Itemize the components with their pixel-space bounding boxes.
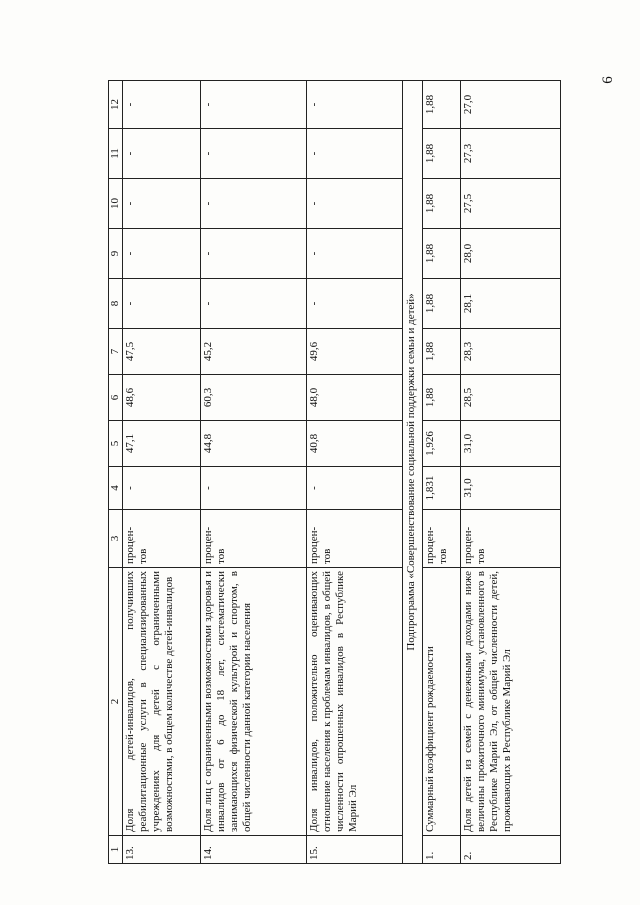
value-cell: - bbox=[307, 467, 403, 510]
value-cell: - bbox=[201, 81, 307, 129]
value-cell: 1,88 bbox=[423, 329, 461, 375]
value-cell: 1,926 bbox=[423, 421, 461, 467]
col-header: 10 bbox=[109, 179, 123, 229]
value-cell: 60,3 bbox=[201, 375, 307, 421]
value-cell: 48,0 bbox=[307, 375, 403, 421]
page-number: 6 bbox=[600, 76, 616, 84]
unit: процен-тов bbox=[307, 510, 403, 568]
table-row bbox=[201, 81, 307, 864]
indicator-name: Доля детей из семей с денежными доходами ниже величины прожиточного минимума, установленного в Республике Марий Эл, от общей численности детей, проживающих в Республике Марий Эл bbox=[461, 568, 561, 836]
header-row bbox=[109, 81, 123, 864]
value-cell: - bbox=[123, 81, 201, 129]
table-row bbox=[461, 81, 561, 864]
value-cell: 28,5 bbox=[461, 375, 561, 421]
value-cell: 1,88 bbox=[423, 179, 461, 229]
indicator-name: Доля детей-инвалидов, получивших реабилитационные услуги в специализированных учреждениях для детей с ограниченными возможностями, в общем количестве детей-инвалидов bbox=[123, 568, 201, 836]
col-header: 8 bbox=[109, 279, 123, 329]
value-cell: 31,0 bbox=[461, 421, 561, 467]
subprogram-title: Подпрограмма «Совершенствование социальной поддержки семьи и детей» bbox=[403, 81, 423, 864]
row-number: 13. bbox=[123, 836, 201, 864]
value-cell: - bbox=[201, 229, 307, 279]
value-cell: - bbox=[307, 129, 403, 179]
value-cell: - bbox=[201, 279, 307, 329]
value-cell: 49,6 bbox=[307, 329, 403, 375]
value-cell: 1,88 bbox=[423, 375, 461, 421]
unit: процен-тов bbox=[461, 510, 561, 568]
value-cell: - bbox=[307, 81, 403, 129]
value-cell: 47,5 bbox=[123, 329, 201, 375]
unit: процен-тов bbox=[123, 510, 201, 568]
value-cell: - bbox=[307, 179, 403, 229]
col-header: 12 bbox=[109, 81, 123, 129]
value-cell: 45,2 bbox=[201, 329, 307, 375]
value-cell: 47,1 bbox=[123, 421, 201, 467]
col-header: 4 bbox=[109, 467, 123, 510]
col-header: 5 bbox=[109, 421, 123, 467]
col-header: 9 bbox=[109, 229, 123, 279]
value-cell: 44,8 bbox=[201, 421, 307, 467]
row-number: 14. bbox=[201, 836, 307, 864]
value-cell: 1,831 bbox=[423, 467, 461, 510]
value-cell: 1,88 bbox=[423, 129, 461, 179]
value-cell: 1,88 bbox=[423, 81, 461, 129]
col-header: 1 bbox=[109, 836, 123, 864]
value-cell: 1,88 bbox=[423, 229, 461, 279]
value-cell: - bbox=[123, 179, 201, 229]
col-header: 7 bbox=[109, 329, 123, 375]
value-cell: 28,0 bbox=[461, 229, 561, 279]
indicator-name: Суммарный коэффициент рождаемости bbox=[423, 568, 461, 836]
col-header: 6 bbox=[109, 375, 123, 421]
row-number: 1. bbox=[423, 836, 461, 864]
value-cell: 27,5 bbox=[461, 179, 561, 229]
value-cell: - bbox=[123, 129, 201, 179]
value-cell: 1,88 bbox=[423, 279, 461, 329]
indicators-table bbox=[108, 80, 561, 864]
value-cell: 40,8 bbox=[307, 421, 403, 467]
unit: процен-тов bbox=[423, 510, 461, 568]
row-number: 2. bbox=[461, 836, 561, 864]
indicator-name: Доля лиц с ограниченными возможностями здоровья и инвалидов от 6 до 18 лет, систематически занимающихся физической культурой и спортом, в общей численности данной категории населения bbox=[201, 568, 307, 836]
row-number: 15. bbox=[307, 836, 403, 864]
value-cell: - bbox=[201, 179, 307, 229]
value-cell: - bbox=[123, 279, 201, 329]
value-cell: - bbox=[201, 129, 307, 179]
value-cell: 28,1 bbox=[461, 279, 561, 329]
indicator-name: Доля инвалидов, положительно оценивающих отношение населения к проблемам инвалидов, в общей численности опрошенных инвалидов в Республике Марий Эл bbox=[307, 568, 403, 836]
col-header: 2 bbox=[109, 568, 123, 836]
table-row bbox=[123, 81, 201, 864]
subprogram-row bbox=[403, 81, 423, 864]
rotated-table-wrapper bbox=[108, 81, 560, 864]
unit: процен-тов bbox=[201, 510, 307, 568]
value-cell: 48,6 bbox=[123, 375, 201, 421]
value-cell: - bbox=[123, 467, 201, 510]
col-header: 11 bbox=[109, 129, 123, 179]
value-cell: - bbox=[307, 229, 403, 279]
col-header: 3 bbox=[109, 510, 123, 568]
table-row bbox=[307, 81, 403, 864]
table-row bbox=[423, 81, 461, 864]
value-cell: 27,3 bbox=[461, 129, 561, 179]
value-cell: 28,3 bbox=[461, 329, 561, 375]
value-cell: - bbox=[201, 467, 307, 510]
value-cell: 27,0 bbox=[461, 81, 561, 129]
value-cell: - bbox=[307, 279, 403, 329]
value-cell: - bbox=[123, 229, 201, 279]
value-cell: 31,0 bbox=[461, 467, 561, 510]
